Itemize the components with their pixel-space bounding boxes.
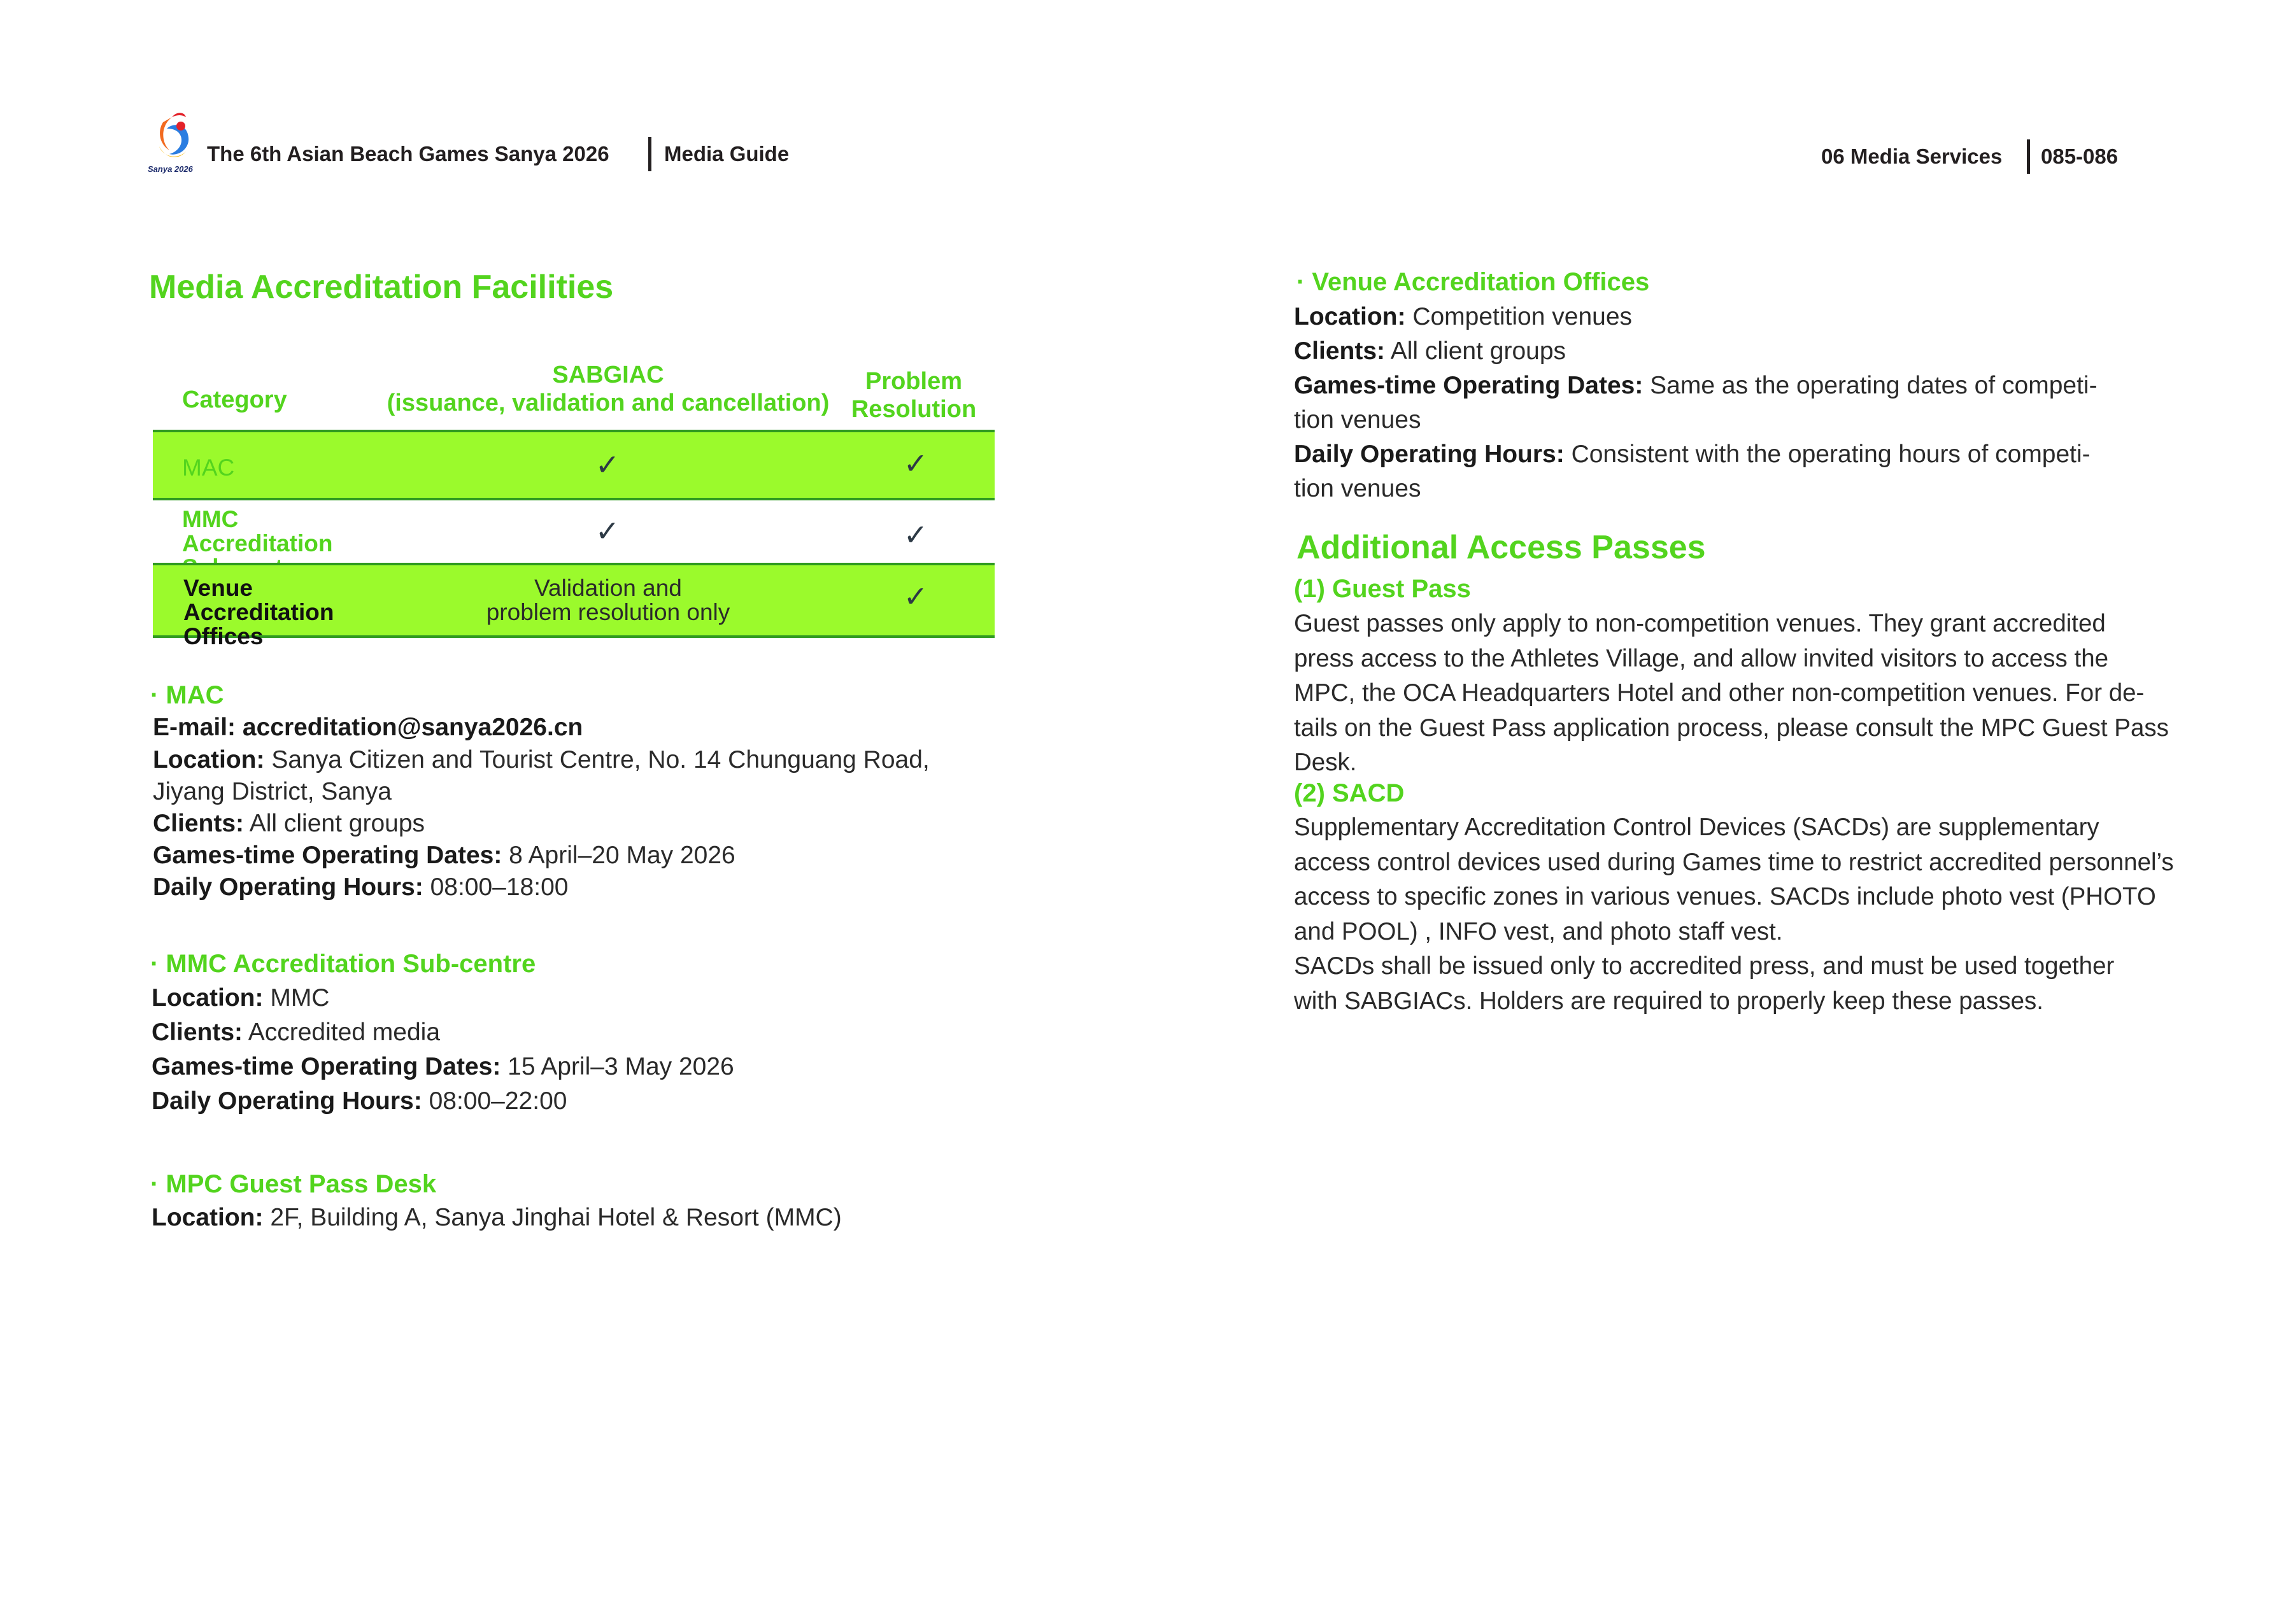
games-logo [148, 109, 201, 180]
clients-label: Clients: [153, 810, 245, 837]
mpc-location [152, 1204, 842, 1232]
sabgiac-header-line2: (issuance, validation and cancellation) [387, 390, 830, 416]
check-icon: ✓ [903, 580, 928, 613]
mac-clients [153, 810, 425, 838]
hours-value: 08:00–18:00 [430, 873, 569, 901]
problem-header-line1: Problem [865, 368, 963, 395]
vao-title: · Venue Accreditation Offices [1296, 268, 1650, 296]
category-line: Accreditation Offices [183, 599, 334, 649]
mmc-dates [152, 1053, 734, 1081]
dates-label: Games-time Operating Dates: [153, 842, 502, 869]
paragraph-line: Desk. [1294, 749, 1357, 776]
mmc-clients [152, 1019, 440, 1047]
paragraph-line: access control devices used during Games time to restrict accredited personnel’s [1294, 848, 2174, 876]
header-page-numbers: 085-086 [2041, 145, 2119, 168]
mmc-title: · MMC Accreditation Sub-centre [150, 950, 536, 978]
table-header-sabgiac [376, 361, 841, 417]
vao-hours-cont: tion venues [1294, 475, 1421, 502]
paragraph-line: SACDs shall be issued only to accredited press, and must be used together [1294, 952, 2115, 980]
dates-label: Games-time Operating Dates: [152, 1053, 501, 1080]
page-heading: Media Accreditation Facilities [149, 269, 614, 306]
dates-value: 15 April–3 May 2026 [508, 1053, 734, 1080]
paragraph-line: Supplementary Accreditation Control Devices (SACDs) are supplementary [1294, 814, 2099, 841]
vao-location [1294, 303, 1632, 331]
clients-value: All client groups [249, 810, 425, 837]
paragraph-line: MPC, the OCA Headquarters Hotel and other non-competition venues. For de- [1294, 679, 2145, 707]
logo-wordmark: Sanya 2026 [148, 164, 193, 174]
location-label: Location: [152, 984, 264, 1012]
paragraph-line: access to specific zones in various venues. SACDs include photo vest (PHOTO [1294, 883, 2156, 910]
location-label: Location: [1294, 303, 1406, 330]
category-line: MMC Accreditation [182, 506, 333, 556]
passes-heading: Additional Access Passes [1296, 529, 1706, 566]
guest-pass-text [1294, 607, 2169, 780]
paragraph-line: press access to the Athletes Village, and allow invited visitors to access the [1294, 644, 2109, 672]
table-header-problem [841, 367, 987, 423]
hours-label: Daily Operating Hours: [152, 1087, 422, 1115]
mac-hours [153, 873, 568, 901]
location-value: Sanya Citizen and Tourist Centre, No. 14 Chunguang Road, [271, 746, 930, 773]
sabgiac-line: Validation and [534, 575, 682, 601]
check-icon: ✓ [903, 447, 928, 480]
table-rule [153, 498, 995, 500]
sacd-title: (2) SACD [1294, 779, 1405, 807]
location-label: Location: [153, 746, 265, 773]
mac-dates [153, 842, 735, 870]
paragraph-line: with SABGIACs. Holders are required to properly keep these passes. [1294, 987, 2043, 1015]
paragraph-line: tails on the Guest Pass application process, please consult the MPC Guest Pass [1294, 714, 2169, 742]
clients-label: Clients: [152, 1019, 243, 1046]
header-title: The 6th Asian Beach Games Sanya 2026 [207, 142, 609, 166]
check-icon: ✓ [595, 514, 620, 547]
table-row-category: MAC [182, 455, 235, 481]
hours-value: 08:00–22:00 [429, 1087, 567, 1115]
mac-email [153, 714, 583, 742]
email-label: E-mail: [153, 714, 236, 741]
check-icon: ✓ [903, 518, 928, 551]
email-value[interactable]: accreditation@sanya2026.cn [242, 714, 583, 741]
category-line: Venue [183, 575, 253, 601]
sabgiac-header-line1: SABGIAC [552, 362, 664, 388]
mmc-location [152, 984, 329, 1012]
mmc-hours [152, 1087, 567, 1115]
header-divider [648, 137, 651, 171]
hours-value: Consistent with the operating hours of competi- [1571, 441, 2091, 468]
header-guide: Media Guide [664, 142, 790, 166]
location-value: 2F, Building A, Sanya Jinghai Hotel & Resort (MMC) [270, 1204, 842, 1231]
dates-value: 8 April–20 May 2026 [509, 842, 735, 869]
paragraph-line: and POOL) , INFO vest, and photo staff vest. [1294, 917, 1783, 945]
clients-label: Clients: [1294, 337, 1386, 365]
sabgiac-line: problem resolution only [486, 599, 730, 625]
vao-clients [1294, 337, 1566, 365]
location-value: MMC [270, 984, 330, 1012]
dates-label: Games-time Operating Dates: [1294, 372, 1644, 399]
guest-pass-title: (1) Guest Pass [1294, 575, 1471, 603]
dates-value: Same as the operating dates of competi- [1650, 372, 2098, 399]
location-value: Competition venues [1412, 303, 1633, 330]
header-section: 06 Media Services [1821, 145, 2003, 168]
clients-value: Accredited media [248, 1019, 441, 1046]
table-row-category [183, 576, 334, 649]
clients-value: All client groups [1390, 337, 1566, 365]
vao-hours [1294, 441, 2091, 469]
vao-dates [1294, 372, 2098, 400]
location-label: Location: [152, 1204, 264, 1231]
mac-location [153, 746, 930, 774]
table-row-band [153, 432, 995, 498]
vao-dates-cont: tion venues [1294, 406, 1421, 434]
header-divider-right [2027, 139, 2030, 174]
problem-header-line2: Resolution [851, 396, 977, 423]
hours-label: Daily Operating Hours: [1294, 441, 1565, 468]
mac-title: · MAC [150, 681, 224, 709]
table-header-category: Category [182, 386, 287, 413]
check-icon: ✓ [595, 448, 620, 481]
paragraph-line: Guest passes only apply to non-competition venues. They grant accredited [1294, 610, 2106, 637]
sacd-text [1294, 810, 2174, 1019]
mpc-title: · MPC Guest Pass Desk [150, 1170, 437, 1198]
table-row-sabgiac-text [408, 576, 809, 625]
mac-location-cont: Jiyang District, Sanya [153, 778, 392, 805]
hours-label: Daily Operating Hours: [153, 873, 423, 901]
